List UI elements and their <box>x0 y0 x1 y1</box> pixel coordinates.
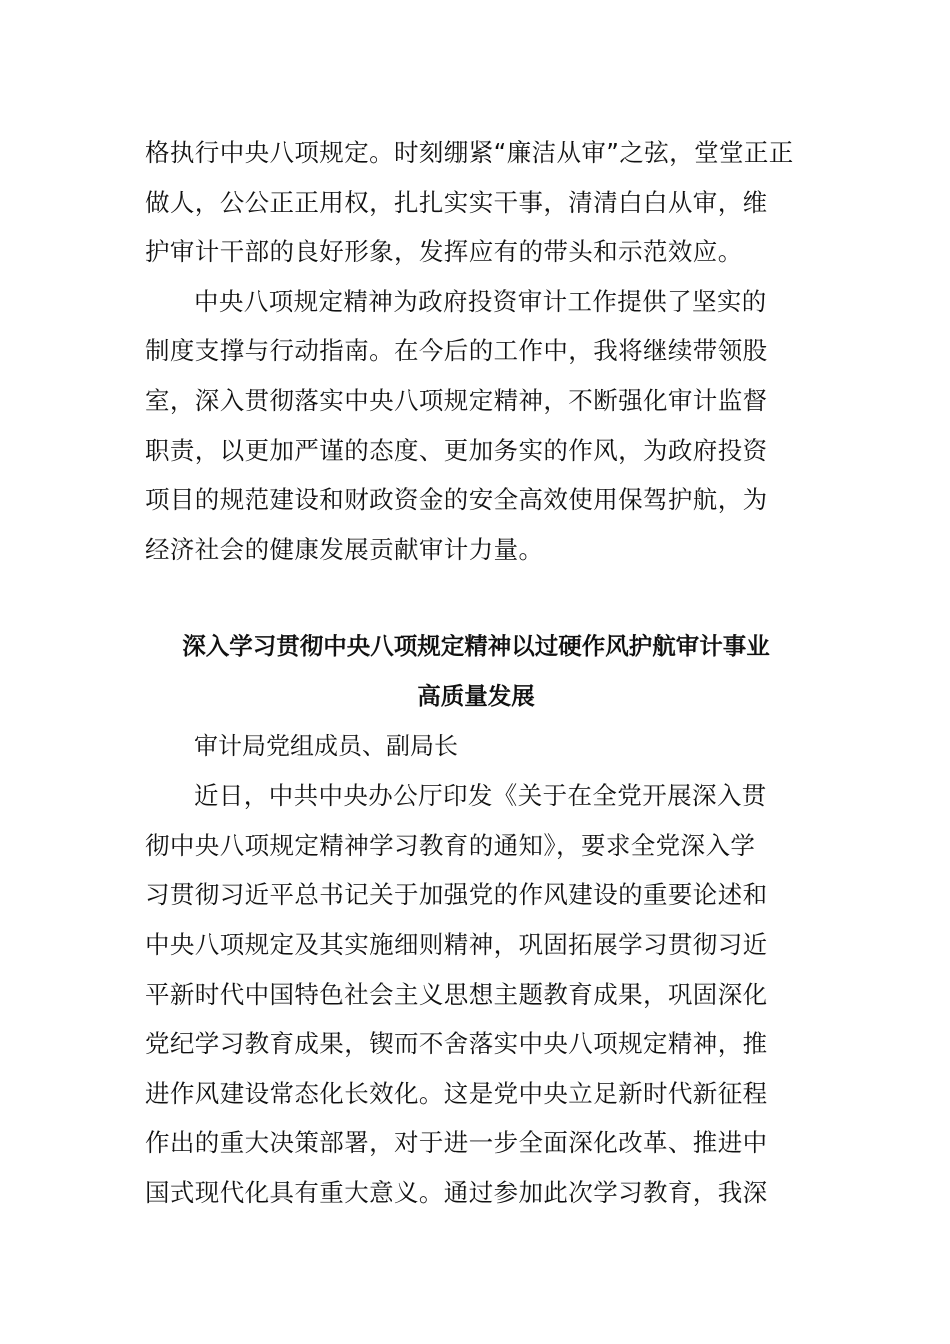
paragraph-continuation <box>145 128 807 277</box>
text-line: 平新时代中国特色社会主义思想主题教育成果，巩固深化 <box>145 979 768 1009</box>
text-line: 经济社会的健康发展贡献审计力量。 <box>145 534 544 564</box>
article-author: 审计局党组成员、副局长 <box>194 731 458 760</box>
text-line: 护审计干部的良好形象，发挥应有的带头和示范效应。 <box>145 237 743 267</box>
text-line: 作出的重大决策部署，对于进一步全面深化改革、推进中 <box>145 1128 768 1158</box>
section-gap <box>145 574 807 622</box>
text-line: 中央八项规定精神为政府投资审计工作提供了坚实的 <box>194 286 767 316</box>
article-title <box>145 622 807 721</box>
text-line: 近日，中共中央办公厅印发《关于在全党开展深入贯 <box>194 781 767 811</box>
text-line: 彻中央八项规定精神学习教育的通知》，要求全党深入学 <box>145 830 756 860</box>
text-line: 室，深入贯彻落实中央八项规定精神，不断强化审计监督 <box>145 385 768 415</box>
article-paragraph <box>145 771 807 1217</box>
text-line: 项目的规范建设和财政资金的安全高效使用保驾护航，为 <box>145 485 768 515</box>
article-title-line: 高质量发展 <box>417 681 535 710</box>
text-line: 进作风建设常态化长效化。这是党中央立足新时代新征程 <box>145 1078 768 1108</box>
text-line: 习贯彻习近平总书记关于加强党的作风建设的重要论述和 <box>145 880 768 910</box>
text-line: 制度支撑与行动指南。在今后的工作中，我将继续带领股 <box>145 336 768 366</box>
text-line: 格执行中央八项规定。时刻绷紧“廉洁从审”之弦，堂堂正正 <box>145 138 794 167</box>
text-line: 中央八项规定及其实施细则精神，巩固拓展学习贯彻习近 <box>145 929 768 959</box>
article-title-line: 深入学习贯彻中央八项规定精神以过硬作风护航审计事业 <box>182 632 770 661</box>
text-line: 做人，公公正正用权，扎扎实实干事，清清白白从审，维 <box>145 187 768 217</box>
paragraph-conclusion <box>145 277 807 575</box>
text-line: 国式现代化具有重大意义。通过参加此次学习教育，我深 <box>145 1177 768 1207</box>
document-body <box>145 128 807 1217</box>
text-line: 党纪学习教育成果，锲而不舍落实中央八项规定精神，推 <box>145 1029 768 1059</box>
text-line: 职责，以更加严谨的态度、更加务实的作风，为政府投资 <box>145 435 768 465</box>
